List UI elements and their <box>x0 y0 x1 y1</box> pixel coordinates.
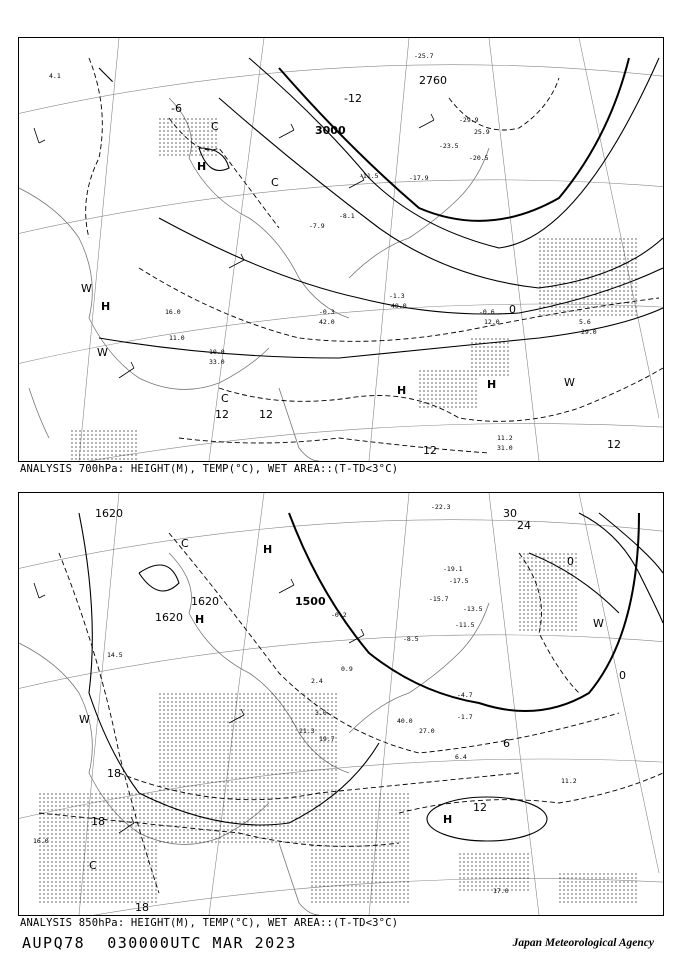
cold-center: C <box>181 537 189 550</box>
temp-label: 18 <box>135 901 149 914</box>
valid-time: 030000UTC MAR 2023 <box>107 934 297 952</box>
obs-value: -8.1 <box>339 212 355 220</box>
obs-value: 33.0 <box>209 358 225 366</box>
temp-label: 6 <box>503 737 510 750</box>
obs-value: 5.6 <box>579 318 591 326</box>
panel-caption-850hpa: ANALYSIS 850hPa: HEIGHT(M), TEMP(°C), WET AREA::(T-TD<3°C) <box>20 917 399 929</box>
obs-value: -1.3 <box>389 292 405 300</box>
temp-label: 18 <box>107 767 121 780</box>
high-center: H <box>195 613 205 626</box>
temp-label: 12 <box>607 438 621 451</box>
warm-center: W <box>97 346 108 359</box>
temp-label: -6 <box>171 102 182 115</box>
obs-value: 11.0 <box>169 334 185 342</box>
coastline <box>19 98 489 461</box>
temp-label: 12 <box>259 408 273 421</box>
obs-value: -7.9 <box>309 222 325 230</box>
height-label: 1620 <box>191 595 219 608</box>
temp-label: 12 <box>423 444 437 457</box>
temp-label: 30 <box>503 507 517 520</box>
obs-value: -4.7 <box>457 691 473 699</box>
obs-value: -0.6 <box>479 308 495 316</box>
obs-value: 16.0 <box>165 308 181 316</box>
obs-value: 19.7 <box>319 735 335 743</box>
high-center: H <box>263 543 273 556</box>
obs-value: 16.0 <box>33 837 49 845</box>
high-center: H <box>487 378 497 391</box>
obs-value: 2.4 <box>311 677 323 685</box>
height-label: 2760 <box>419 74 447 87</box>
obs-value: 3.0 <box>315 709 327 717</box>
cold-center: C <box>211 120 219 133</box>
obs-value: 14.5 <box>107 651 123 659</box>
obs-value: -11.5 <box>359 172 379 180</box>
obs-value: 25.9 <box>474 128 490 136</box>
temp-label: 18 <box>91 815 105 828</box>
wet-areas <box>69 118 639 461</box>
panel-caption-700hpa: ANALYSIS 700hPa: HEIGHT(M), TEMP(°C), WET AREA::(T-TD<3°C) <box>20 463 399 475</box>
obs-value: -0.2 <box>331 611 347 619</box>
map-850hpa-canvas <box>19 493 663 915</box>
warm-center: W <box>79 713 90 726</box>
obs-value: 10.0 <box>209 348 225 356</box>
obs-value: 40.0 <box>391 302 407 310</box>
obs-value: 40.0 <box>397 717 413 725</box>
obs-value: -19.1 <box>443 565 463 573</box>
high-center: H <box>443 813 453 826</box>
map-700hpa-canvas <box>19 38 663 461</box>
height-label: 1620 <box>155 611 183 624</box>
height-contour-thick <box>279 58 629 221</box>
map-panel-700hpa <box>18 37 664 462</box>
obs-value: 31.0 <box>497 444 513 452</box>
wet-areas <box>39 553 639 903</box>
height-label: 1500 <box>295 595 326 608</box>
map-panel-850hpa <box>18 492 664 916</box>
obs-value: 17.0 <box>493 887 509 895</box>
obs-value: -11.5 <box>455 621 475 629</box>
obs-value: -0.3 <box>319 308 335 316</box>
temp-label: 12 <box>473 801 487 814</box>
obs-value: 12.0 <box>484 318 500 326</box>
temp-label: 0 <box>619 669 626 682</box>
wind-barbs <box>34 114 434 378</box>
obs-value: -17.5 <box>449 577 469 585</box>
temp-label: 0 <box>509 303 516 316</box>
obs-value: -13.5 <box>463 605 483 613</box>
obs-value: -25.7 <box>414 52 434 60</box>
obs-value: 0.9 <box>341 665 353 673</box>
obs-value: 11.2 <box>497 434 513 442</box>
height-label: 3000 <box>315 124 346 137</box>
agency-name: Japan Meteorological Agency <box>512 937 654 949</box>
high-center: H <box>101 300 111 313</box>
obs-value: 42.0 <box>319 318 335 326</box>
chart-code: AUPQ78 <box>22 934 86 952</box>
cold-center: C <box>271 176 279 189</box>
high-center: H <box>197 160 207 173</box>
obs-value: 4.1 <box>49 72 61 80</box>
temp-label: -12 <box>344 92 362 105</box>
obs-value: -23.5 <box>439 142 459 150</box>
obs-value: 27.0 <box>419 727 435 735</box>
obs-value: -17.9 <box>409 174 429 182</box>
obs-value: -22.3 <box>431 503 451 511</box>
warm-center: W <box>564 376 575 389</box>
obs-value: -29.9 <box>459 116 479 124</box>
chart-footer <box>22 934 319 952</box>
warm-center: W <box>593 617 604 630</box>
height-label: 1620 <box>95 507 123 520</box>
temp-label: 12 <box>215 408 229 421</box>
cold-center: C <box>221 392 229 405</box>
obs-value: 11.2 <box>561 777 577 785</box>
obs-value: 21.3 <box>299 727 315 735</box>
obs-value: 6.4 <box>455 753 467 761</box>
obs-value: -1.7 <box>457 713 473 721</box>
warm-center: W <box>81 282 92 295</box>
obs-value: 29.0 <box>581 328 597 336</box>
high-center: H <box>397 384 407 397</box>
temp-label: 0 <box>567 555 574 568</box>
temp-label: 24 <box>517 519 531 532</box>
obs-value: -15.7 <box>429 595 449 603</box>
obs-value: -8.5 <box>403 635 419 643</box>
cold-center: C <box>89 859 97 872</box>
obs-value: -20.5 <box>469 154 489 162</box>
